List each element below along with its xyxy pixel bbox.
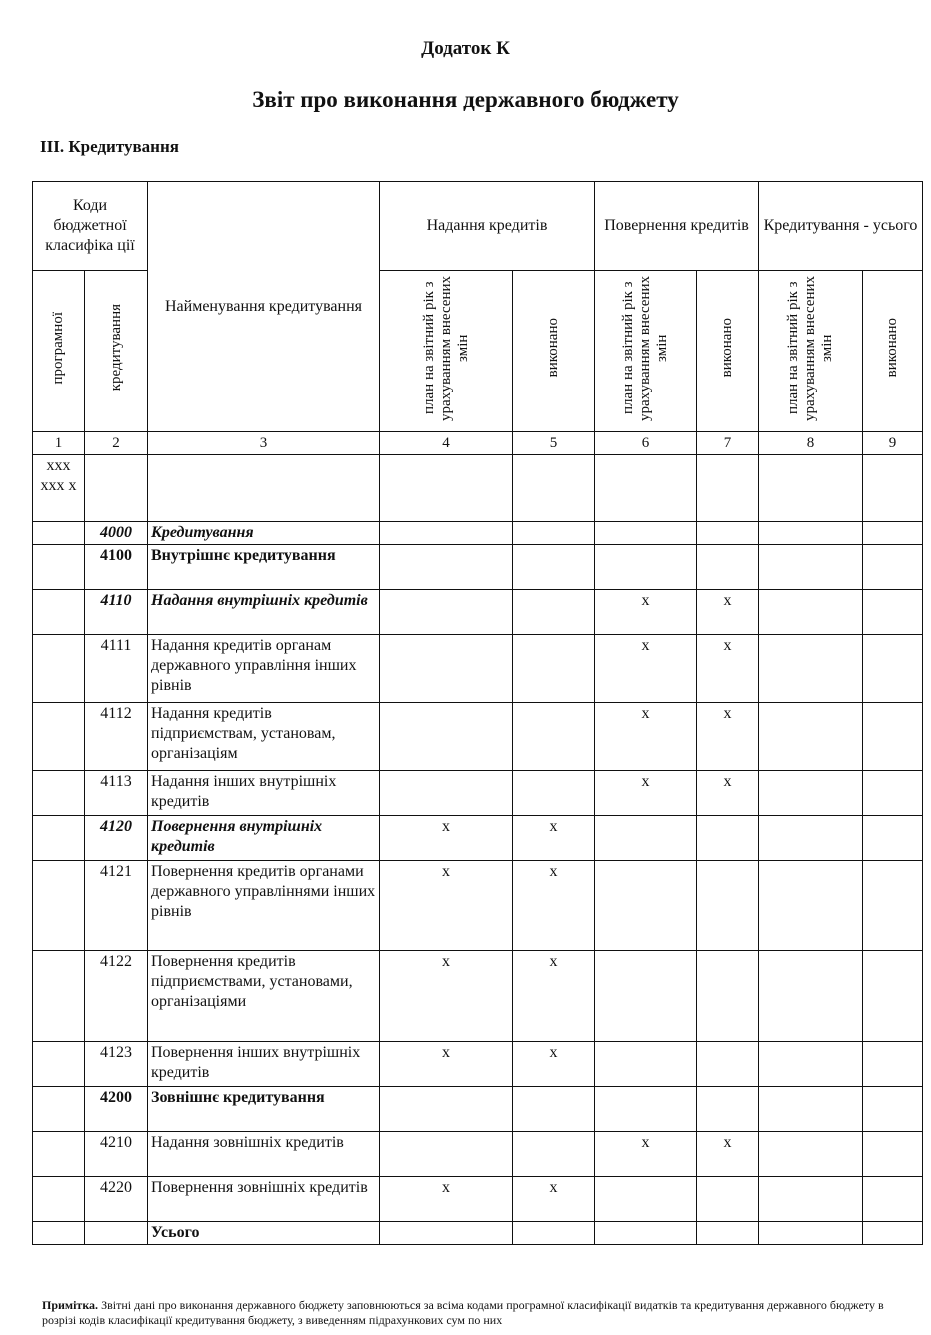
credit-name-cell: Надання кредитів органам державного управління інших рівнів: [148, 635, 380, 703]
value-cell: [697, 522, 759, 545]
column-number: 2: [85, 432, 148, 455]
value-cell: x: [513, 951, 595, 1042]
value-cell: [595, 1042, 697, 1087]
value-cell: x: [513, 816, 595, 861]
value-cell: [759, 590, 863, 635]
value-cell: [759, 635, 863, 703]
value-cell: [595, 816, 697, 861]
column-number: 9: [863, 432, 923, 455]
value-cell: x: [697, 635, 759, 703]
credit-name-cell: Надання інших внутрішніх кредитів: [148, 771, 380, 816]
value-cell: [595, 1087, 697, 1132]
program-code-cell: [33, 703, 85, 771]
footnote: [42, 1298, 902, 1328]
credit-name-cell: Повернення інших внутрішніх кредитів: [148, 1042, 380, 1087]
value-cell: x: [697, 703, 759, 771]
value-cell: x: [697, 771, 759, 816]
value-cell: [595, 1177, 697, 1222]
credit-code-cell: 4120: [85, 816, 148, 861]
column-number: 8: [759, 432, 863, 455]
credit-name-cell: Надання зовнішніх кредитів: [148, 1132, 380, 1177]
value-cell: [380, 590, 513, 635]
value-cell: x: [595, 1132, 697, 1177]
value-cell: x: [595, 703, 697, 771]
value-cell: [513, 545, 595, 590]
total-group-header: Кредитування - усього: [759, 182, 923, 271]
report-title: Звіт про виконання державного бюджету: [252, 87, 679, 112]
credit-code-cell: 4113: [85, 771, 148, 816]
program-code-cell: [33, 522, 85, 545]
value-cell: x: [380, 1177, 513, 1222]
value-cell: [513, 522, 595, 545]
value-cell: x: [697, 1132, 759, 1177]
value-cell: x: [513, 1177, 595, 1222]
table-row: [33, 951, 923, 1042]
section-title: ІІІ. Кредитування: [40, 137, 179, 156]
value-cell: [380, 1087, 513, 1132]
value-cell: [863, 816, 923, 861]
value-cell: x: [595, 635, 697, 703]
credit-code-header: кредитування: [85, 271, 148, 432]
value-cell: [863, 771, 923, 816]
lending-group-header: Надання кредитів: [380, 182, 595, 271]
value-cell: [759, 771, 863, 816]
credit-code-cell: [85, 1222, 148, 1245]
column-number: 7: [697, 432, 759, 455]
credit-code-cell: 4200: [85, 1087, 148, 1132]
column-number: 4: [380, 432, 513, 455]
value-cell: [759, 1132, 863, 1177]
table-row: [33, 816, 923, 861]
total-done-header: виконано: [863, 271, 923, 432]
value-cell: [595, 861, 697, 951]
value-cell: [863, 590, 923, 635]
value-cell: [595, 951, 697, 1042]
value-cell: [863, 635, 923, 703]
credit-name-cell: Внутрішнє кредитування: [148, 545, 380, 590]
column-number: 3: [148, 432, 380, 455]
value-cell: [759, 545, 863, 590]
program-code-cell: [33, 545, 85, 590]
value-cell: [513, 1132, 595, 1177]
footnote-text: Звітні дані про виконання державного бюджету заповнюються за всіма кодами програмної класифікації видатків та кредитування державного бюджету в розрізі кодів класифікації кредитування бюджету, з виведенням підрахункових сум по них: [42, 1298, 884, 1327]
value-cell: [759, 1222, 863, 1245]
credit-code-cell: 4210: [85, 1132, 148, 1177]
program-code-cell: [33, 816, 85, 861]
value-cell: x: [595, 590, 697, 635]
table-row: [33, 1087, 923, 1132]
credit-name-cell: Надання внутрішніх кредитів: [148, 590, 380, 635]
value-cell: [759, 522, 863, 545]
program-code-cell: [33, 590, 85, 635]
table-row: [33, 1222, 923, 1245]
value-cell: [863, 545, 923, 590]
credit-name-cell: Зовнішнє кредитування: [148, 1087, 380, 1132]
credit-name-cell: Повернення зовнішніх кредитів: [148, 1177, 380, 1222]
column-number: 6: [595, 432, 697, 455]
credit-name-cell: Усього: [148, 1222, 380, 1245]
table-row: [33, 522, 923, 545]
column-number: 1: [33, 432, 85, 455]
value-cell: [513, 635, 595, 703]
value-cell: [595, 1222, 697, 1245]
value-cell: [759, 703, 863, 771]
value-cell: [595, 545, 697, 590]
value-cell: [863, 1222, 923, 1245]
program-code-cell: [33, 951, 85, 1042]
program-code-cell: [33, 861, 85, 951]
value-cell: x: [380, 861, 513, 951]
value-cell: x: [380, 1042, 513, 1087]
return-group-header: Повернення кредитів: [595, 182, 759, 271]
value-cell: [863, 703, 923, 771]
table-row: [33, 861, 923, 951]
value-cell: [513, 703, 595, 771]
value-cell: x: [380, 816, 513, 861]
value-cell: [759, 1042, 863, 1087]
return-plan-header: план на звітний рік з урахуванням внесених змін: [595, 271, 697, 432]
table-row: [33, 771, 923, 816]
value-cell: [863, 861, 923, 951]
value-cell: [697, 1222, 759, 1245]
credit-code-cell: 4111: [85, 635, 148, 703]
credit-code-cell: 4000: [85, 522, 148, 545]
value-cell: x: [513, 861, 595, 951]
value-cell: x: [697, 590, 759, 635]
credit-code-cell: 4123: [85, 1042, 148, 1087]
codes-header: Коди бюджетної класифіка ції: [33, 182, 148, 271]
value-cell: [759, 1177, 863, 1222]
credit-report-table: [32, 181, 923, 1245]
value-cell: [697, 816, 759, 861]
credit-code-cell: 4121: [85, 861, 148, 951]
value-cell: [863, 1177, 923, 1222]
credit-name-cell: Повернення кредитів підприємствами, установами, організаціями: [148, 951, 380, 1042]
column-number: 5: [513, 432, 595, 455]
table-row: [33, 1177, 923, 1222]
value-cell: [759, 816, 863, 861]
value-cell: [380, 635, 513, 703]
value-cell: [513, 1222, 595, 1245]
lending-plan-header: план на звітний рік з урахуванням внесених змін: [380, 271, 513, 432]
value-cell: [697, 1042, 759, 1087]
table-row: [33, 1132, 923, 1177]
value-cell: [380, 545, 513, 590]
appendix-label: Додаток К: [421, 38, 510, 59]
total-plan-header: план на звітний рік з урахуванням внесених змін: [759, 271, 863, 432]
value-cell: [863, 951, 923, 1042]
program-code-cell: [33, 1087, 85, 1132]
value-cell: [863, 1042, 923, 1087]
value-cell: [513, 590, 595, 635]
program-code-cell: [33, 1132, 85, 1177]
value-cell: [697, 951, 759, 1042]
value-cell: [697, 1087, 759, 1132]
lending-done-header: виконано: [513, 271, 595, 432]
value-cell: [759, 1087, 863, 1132]
value-cell: [380, 1222, 513, 1245]
program-code-cell: [33, 1222, 85, 1245]
value-cell: [380, 1132, 513, 1177]
value-cell: [513, 771, 595, 816]
value-cell: [863, 1087, 923, 1132]
footnote-label: Примітка.: [42, 1298, 99, 1312]
table-row: [33, 635, 923, 703]
credit-code-cell: 4112: [85, 703, 148, 771]
program-code-cell: [33, 1042, 85, 1087]
credit-name-cell: Повернення кредитів органами державного управліннями інших рівнів: [148, 861, 380, 951]
table-row: [33, 590, 923, 635]
name-header: Найменування кредитування: [148, 182, 380, 432]
credit-code-cell: 4220: [85, 1177, 148, 1222]
credit-name-cell: Надання кредитів підприємствам, установам, організаціям: [148, 703, 380, 771]
table-row: [33, 1042, 923, 1087]
credit-name-cell: Кредитування: [148, 522, 380, 545]
credit-code-cell: 4110: [85, 590, 148, 635]
value-cell: [380, 771, 513, 816]
value-cell: x: [595, 771, 697, 816]
value-cell: x: [380, 951, 513, 1042]
program-code-cell: [33, 635, 85, 703]
value-cell: [513, 1087, 595, 1132]
value-cell: [595, 522, 697, 545]
credit-name-cell: Повернення внутрішніх кредитів: [148, 816, 380, 861]
credit-code-cell: 4122: [85, 951, 148, 1042]
credit-code-cell: 4100: [85, 545, 148, 590]
value-cell: x: [513, 1042, 595, 1087]
value-cell: [697, 1177, 759, 1222]
table-row: [33, 703, 923, 771]
value-cell: [759, 861, 863, 951]
program-code-cell: [33, 1177, 85, 1222]
program-code-placeholder: ххх ххх х: [33, 455, 85, 522]
value-cell: [697, 861, 759, 951]
return-done-header: виконано: [697, 271, 759, 432]
program-code-cell: [33, 771, 85, 816]
value-cell: [759, 951, 863, 1042]
value-cell: [863, 1132, 923, 1177]
value-cell: [380, 522, 513, 545]
value-cell: [380, 703, 513, 771]
value-cell: [697, 545, 759, 590]
table-row: [33, 545, 923, 590]
value-cell: [863, 522, 923, 545]
program-code-header: програмної: [33, 271, 85, 432]
